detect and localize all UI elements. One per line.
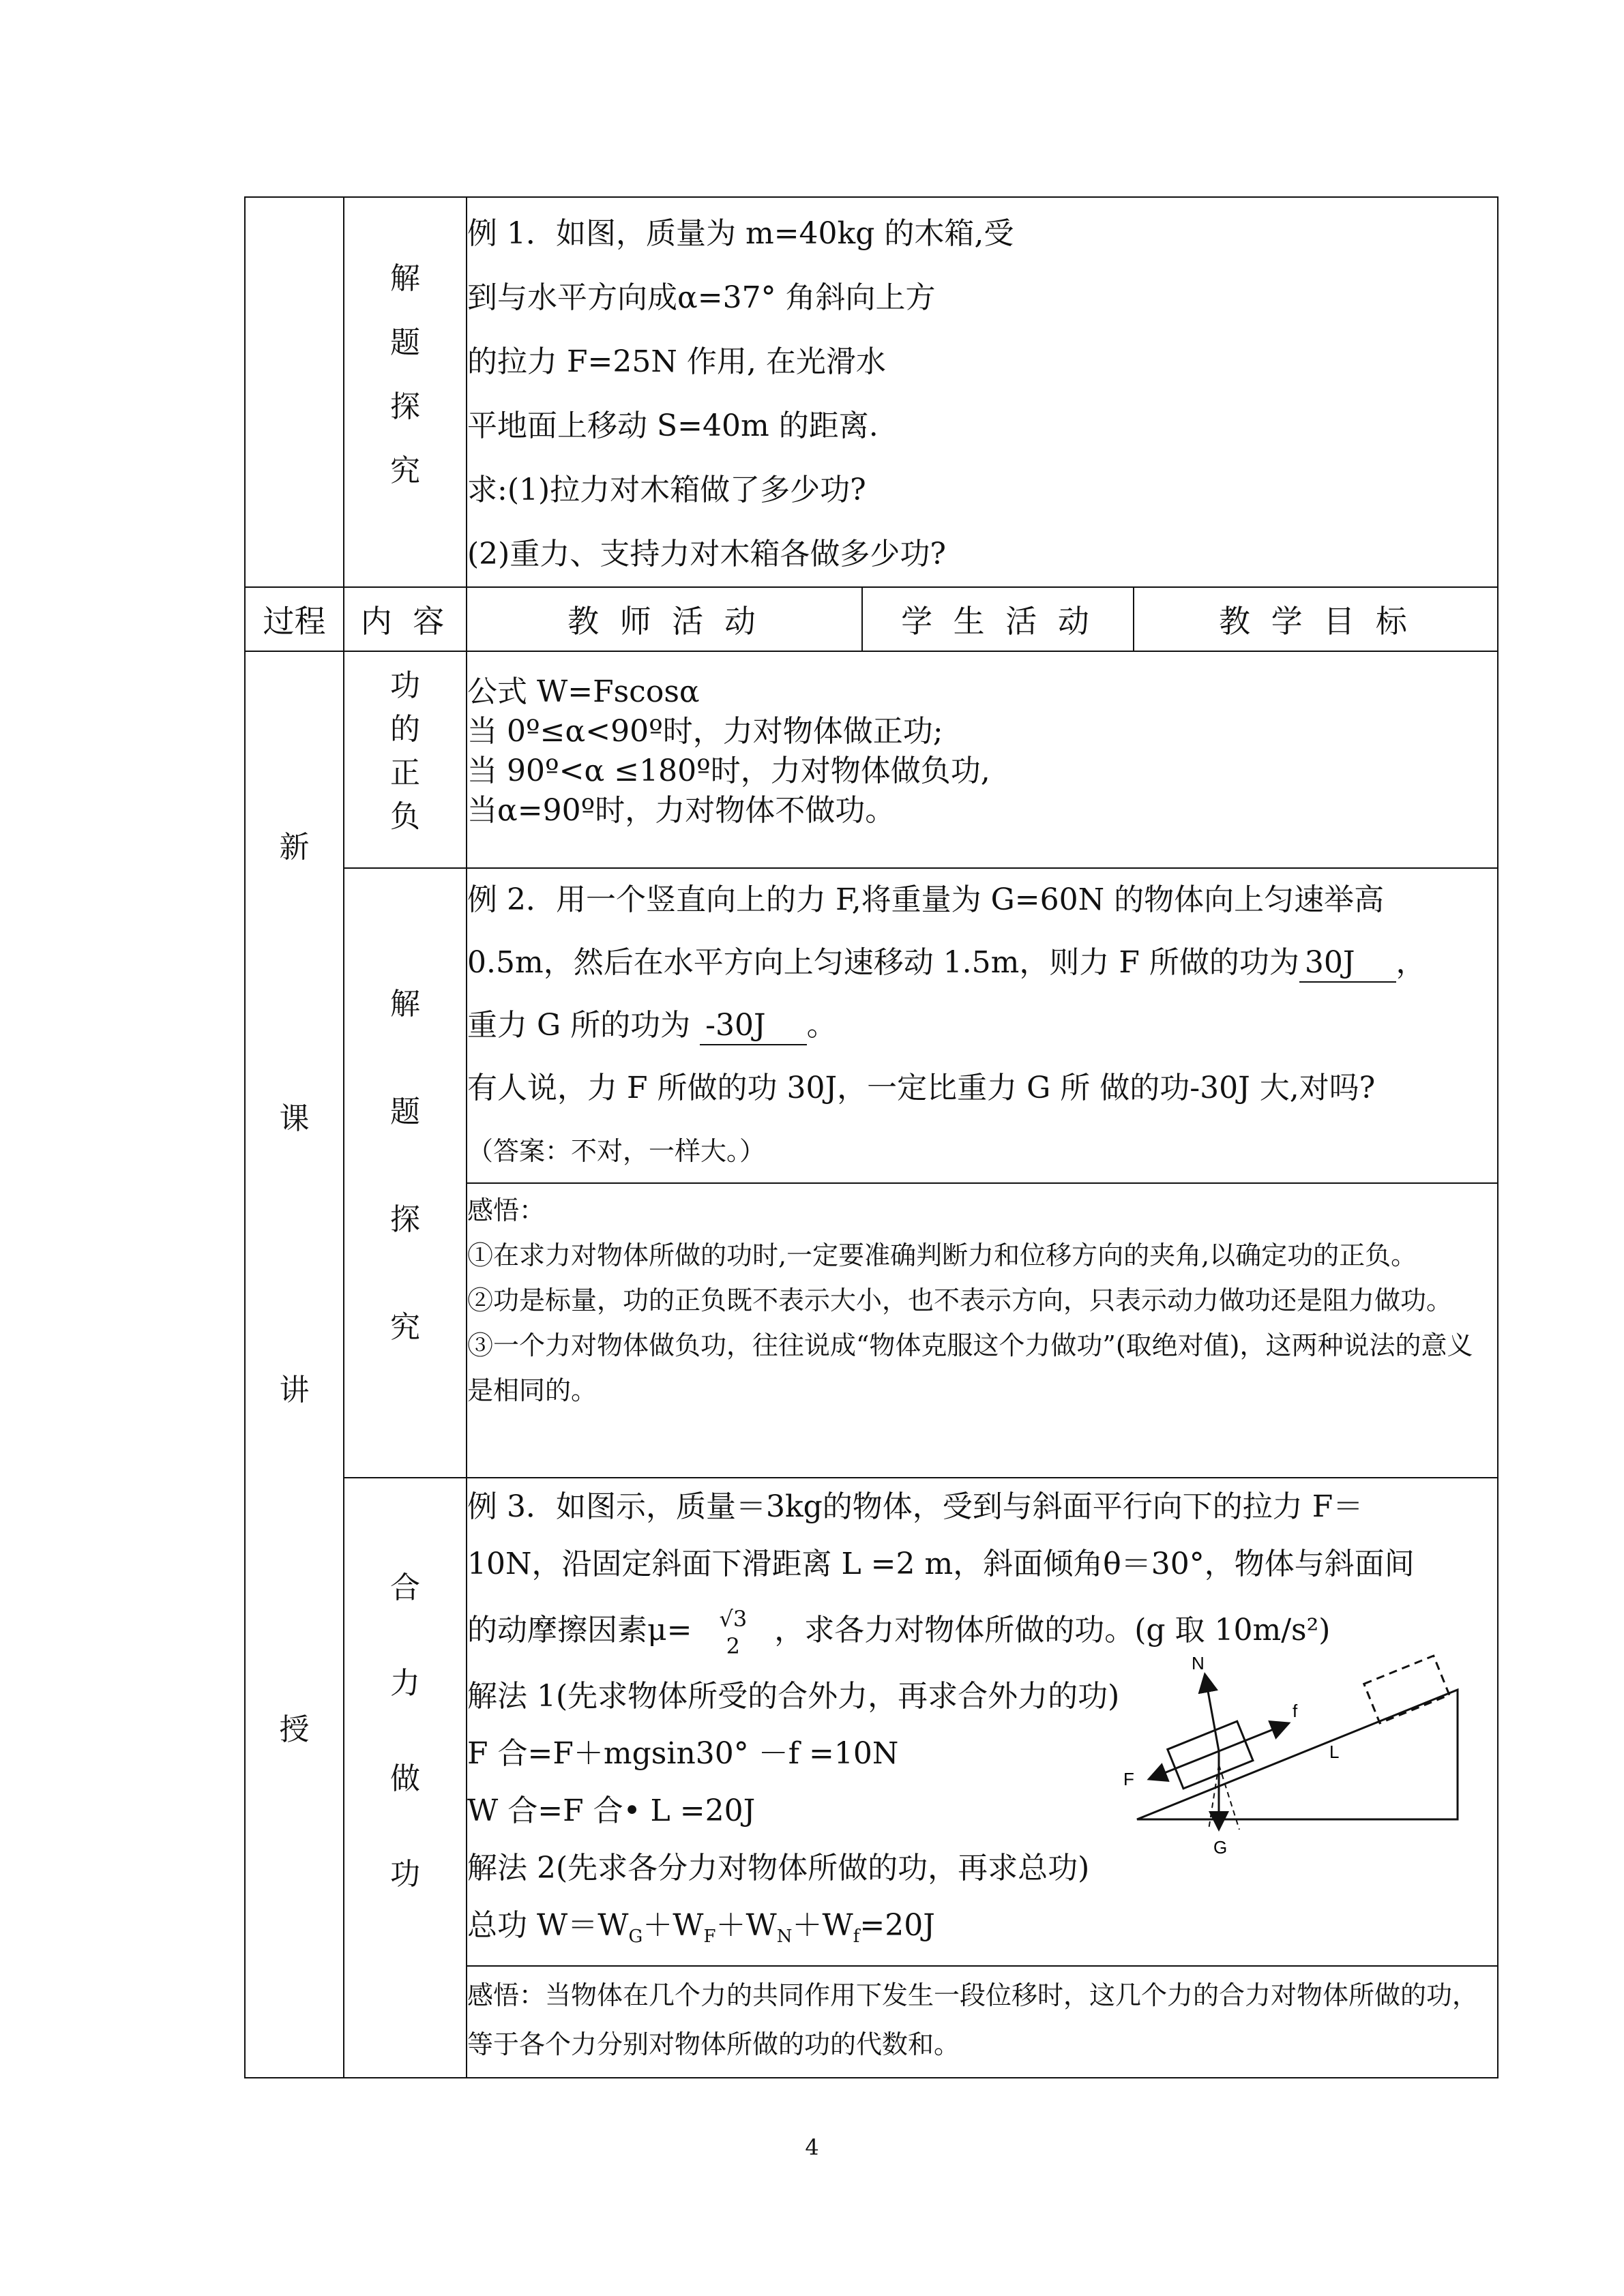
rule-line: 当α=90º时，力对物体不做功。 xyxy=(467,793,896,828)
label-char: 力 xyxy=(390,1666,420,1701)
example2-line: 0.5m，然后在水平方向上匀速移动 1.5m，则力 F 所做的功为 30J ， xyxy=(467,931,1497,994)
insight-title: 感悟： xyxy=(467,1195,546,1225)
label-char: 探 xyxy=(390,389,420,424)
label-F: F xyxy=(1123,1769,1134,1789)
example1-content xyxy=(467,197,1498,587)
label-char: 解 xyxy=(390,987,420,1022)
example2-label-cell xyxy=(344,868,467,1478)
incline-force-diagram xyxy=(1123,1649,1478,1881)
example1-row xyxy=(245,197,1498,587)
example1-line: 求:(1)拉力对木箱做了多少功? xyxy=(467,473,866,507)
insight-item: ①在求力对物体所做的功时,一定要准确判断力和位移方向的夹角,以确定功的正负。 xyxy=(467,1240,1417,1270)
label-char: 题 xyxy=(390,1094,420,1129)
process-cell-empty xyxy=(245,197,344,587)
example3-line: 例 3．如图示，质量＝3kg的物体，受到与斜面平行向下的拉力 F＝ xyxy=(467,1489,1363,1524)
work-sign-label-cell xyxy=(344,651,467,868)
example1-line: 的拉力 F=25N 作用, 在光滑水 xyxy=(467,344,886,379)
label-char: 功 xyxy=(390,1857,420,1892)
page-number: 4 xyxy=(805,2134,819,2160)
label-char: 的 xyxy=(390,712,420,747)
example2-answer: （答案：不对，一样大。） xyxy=(467,1136,766,1166)
process-char: 授 xyxy=(279,1712,310,1747)
work-sign-content xyxy=(467,651,1498,868)
label-char: 功 xyxy=(390,668,420,703)
label-char: 合 xyxy=(390,1570,420,1605)
table-header-row xyxy=(245,587,1498,651)
insight1-content xyxy=(467,1183,1498,1478)
label-f: f xyxy=(1293,1701,1298,1721)
header-teacher-activity: 教 师 活 动 xyxy=(467,587,862,651)
insight-item: ③一个力对物体做负功，往往说成“物体克服这个力做功”(取绝对值)，这两种说法的意义是相同的。 xyxy=(467,1330,1473,1405)
equation-line: W 合=F 合• L =20J xyxy=(467,1793,756,1828)
label-char: 探 xyxy=(390,1202,420,1237)
total-work-line: 总功 $W=W_G+W_F+W_N+W_f=20J$ xyxy=(467,1908,935,1947)
work-sign-row xyxy=(245,651,1498,868)
method1-line: 解法 1(先求物体所受的合外力，再求合外力的功) xyxy=(467,1679,1120,1714)
label-N: N xyxy=(1192,1653,1205,1673)
insight-text: 感悟：当物体在几个力的共同作用下发生一段位移时，这几个力的合力对物体所做的功，等于各个力分别对物体所做的功的代数和。 xyxy=(467,1980,1479,2059)
label-char: 究 xyxy=(390,1310,420,1345)
header-content: 内 容 xyxy=(344,587,467,651)
example3-content xyxy=(467,1478,1498,1966)
example1-line: 例 1．如图，质量为 m=40kg 的木箱,受 xyxy=(467,216,1014,251)
answer-blank: -30J xyxy=(700,1008,807,1045)
process-char: 课 xyxy=(279,1101,310,1136)
label-L: L xyxy=(1329,1742,1340,1762)
example2-content xyxy=(467,868,1498,1183)
example2-row xyxy=(245,868,1498,1183)
example3-row xyxy=(245,1478,1498,1966)
formula-line: 公式 W=Fscosα xyxy=(467,674,700,709)
rule-line: 当 90º<α ≤180º时，力对物体做负功, xyxy=(467,754,990,788)
pull-force-arrow xyxy=(1151,1751,1219,1778)
example3-line: 10N，沿固定斜面下滑距离 L =2 m，斜面倾角θ＝30°，物体与斜面间 xyxy=(467,1547,1415,1581)
normal-force-arrow xyxy=(1205,1676,1219,1751)
label-G: G xyxy=(1213,1837,1228,1858)
label-char: 究 xyxy=(390,453,420,488)
friction-coefficient-fraction: √3 2 xyxy=(719,1605,748,1659)
process-char: 讲 xyxy=(279,1373,310,1407)
label-char: 题 xyxy=(390,325,420,360)
label-char: 做 xyxy=(390,1761,420,1796)
content-label-cell xyxy=(344,197,467,587)
friction-arrow xyxy=(1219,1724,1287,1751)
example2-line: 例 2．用一个竖直向上的力 F,将重量为 G=60N 的物体向上匀速举高 xyxy=(467,882,1385,917)
insight-item: ②功是标量，功的正负既不表示大小，也不表示方向，只表示动力做功还是阻力做功。 xyxy=(467,1285,1453,1315)
insight2-content xyxy=(467,1966,1498,2078)
example2-line: 重力 G 所的功为 -30J 。 xyxy=(467,994,1497,1057)
label-char: 解 xyxy=(390,261,420,296)
example2-question: 有人说，力 F 所做的功 30J，一定比重力 G 所 做的功-30J 大,对吗? xyxy=(467,1071,1376,1105)
label-char: 正 xyxy=(390,756,420,790)
equation-line: F 合=F＋mgsin30° －f =10N xyxy=(467,1736,899,1771)
block-final-position xyxy=(1364,1656,1449,1723)
example1-line: 平地面上移动 S=40m 的距离. xyxy=(467,408,879,443)
header-process: 过程 xyxy=(245,587,344,651)
header-teaching-goal: 教 学 目 标 xyxy=(1134,587,1498,651)
header-student-activity: 学 生 活 动 xyxy=(862,587,1134,651)
example1-line: 到与水平方向成α=37° 角斜向上方 xyxy=(467,280,936,315)
answer-blank: 30J xyxy=(1299,945,1396,983)
process-label-cell xyxy=(245,651,344,2078)
incline-surface-line xyxy=(1164,1695,1444,1808)
label-char: 负 xyxy=(390,799,420,834)
rule-line: 当 0º≤α<90º时，力对物体做正功; xyxy=(467,714,943,749)
resultant-label-cell xyxy=(344,1478,467,2078)
method2-line: 解法 2(先求各分力对物体所做的功，再求总功) xyxy=(467,1851,1090,1885)
process-char: 新 xyxy=(279,830,310,865)
example1-line: (2)重力、支持力对木箱各做多少功? xyxy=(467,537,946,571)
example3-line: 的动摩擦因素μ= √3 2 ，求各力对物体所做的功。(g 取 10m/s²) xyxy=(467,1605,1331,1659)
lesson-plan-table xyxy=(244,196,1498,2078)
